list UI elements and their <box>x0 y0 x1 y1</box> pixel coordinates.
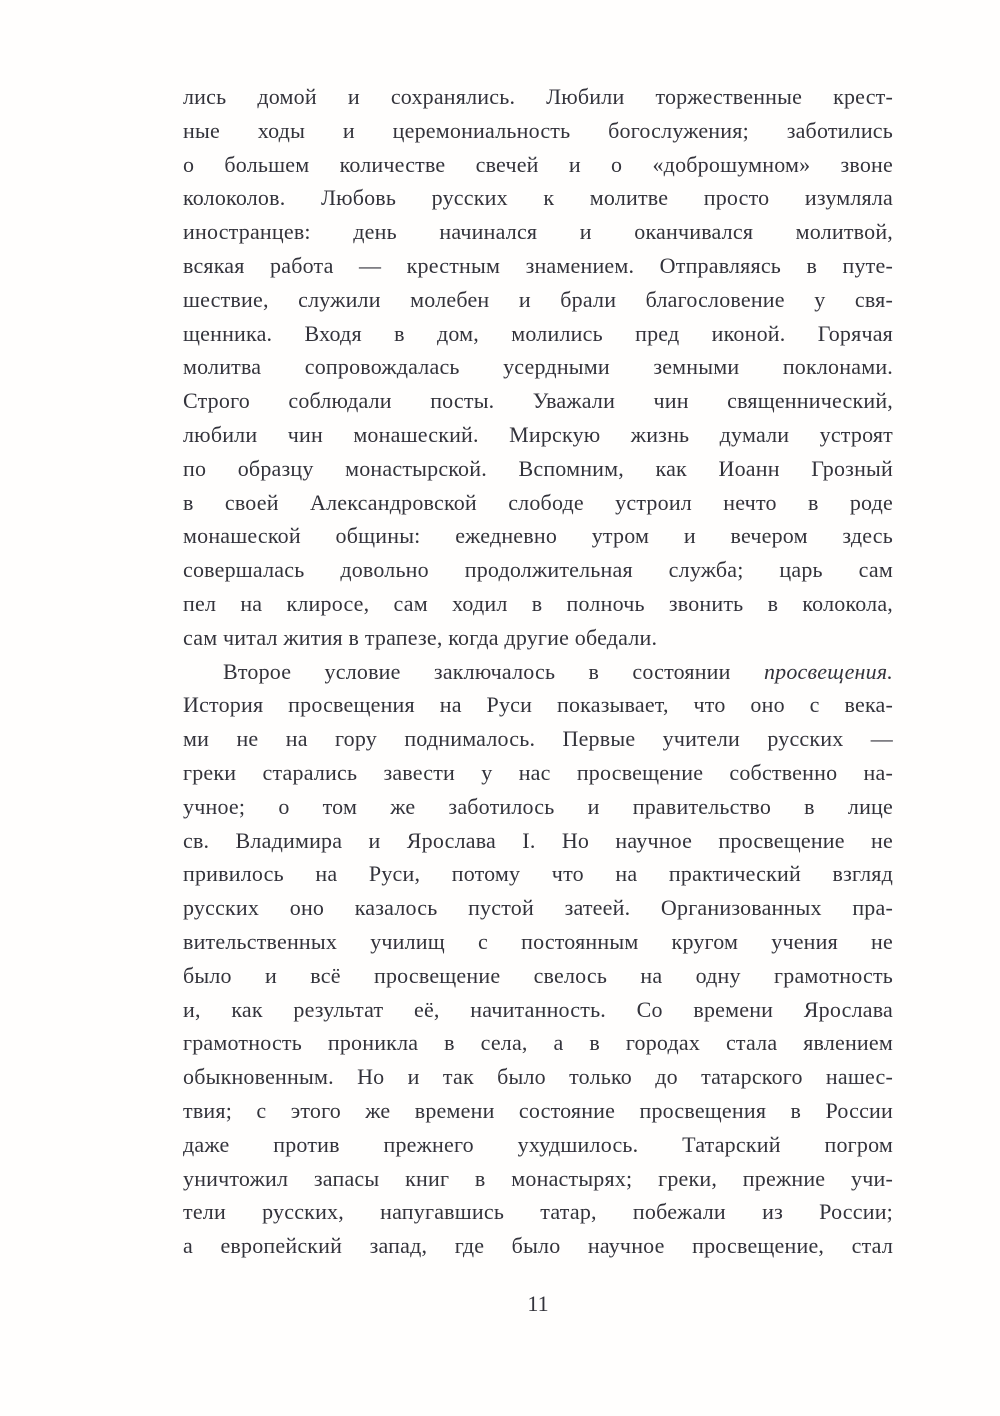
text-line <box>183 655 893 689</box>
text-line: грамотность проникла в села, а в городах стала явлением <box>183 1030 893 1056</box>
text-line: совершалась довольно продолжительная служба; царь сам <box>183 557 893 583</box>
text-line: монашеской общины: ежедневно утром и вечером здесь <box>183 523 893 549</box>
text-line: уничтожил запасы книг в монастырях; греки, прежние учи- <box>183 1165 893 1191</box>
text-line: колоколов. Любовь русских к молитве просто изумляла <box>183 185 893 211</box>
text-line: русских оно казалось пустой затеей. Организованных пра- <box>183 895 893 921</box>
text-line: ми не на гору поднималось. Первые учители русских — <box>183 726 893 752</box>
text-line: тели русских, напугавшись татар, побежали из России; <box>183 1199 893 1225</box>
text-line: вительственных училищ с постоянным кругом учения не <box>183 928 893 954</box>
text-line: учное; о том же заботилось и правительство в лице <box>183 793 893 819</box>
text-line: всякая работа — крестным знамением. Отправляясь в путе- <box>183 252 893 278</box>
text-line: греки старались завести у нас просвещение собственно на- <box>183 759 893 785</box>
text-line: сам читал жития в трапезе, когда другие обедали. <box>183 624 658 650</box>
text-line: в своей Александровской слободе устроил нечто в роде <box>183 489 893 515</box>
text-line: св. Владимира и Ярослава I. Но научное просвещение не <box>183 827 893 853</box>
text-line: по образцу монастырской. Вспомним, как Иоанн Грозный <box>183 455 893 481</box>
text-line: иностранцев: день начинался и оканчивался молитвой, <box>183 219 893 245</box>
text-segment: Второе условие заключалось в состоянии <box>223 658 764 684</box>
text-line: молитва сопровождалась усердными земными поклонами. <box>183 354 893 380</box>
text-line: привилось на Руси, потому что на практический взгляд <box>183 861 893 887</box>
text-line: и, как результат её, начитанность. Со времени Ярослава <box>183 996 893 1022</box>
text-line: о большем количестве свечей и о «доброшумном» звоне <box>183 151 893 177</box>
text-line: любили чин монашеский. Мирскую жизнь думали устроят <box>183 421 893 447</box>
text-line: щенника. Входя в дом, молились пред иконой. Горячая <box>183 320 893 346</box>
text-line: а европейский запад, где было научное просвещение, стал <box>183 1233 893 1259</box>
text-line: лись домой и сохранялись. Любили торжественные крест- <box>183 84 893 109</box>
text-line: твия; с этого же времени состояние просвещения в России <box>183 1097 893 1123</box>
text-line: обыкновенным. Но и так было только до татарского нашес- <box>183 1064 893 1090</box>
text-line: История просвещения на Руси показывает, что оно с века- <box>183 692 893 718</box>
text-line: даже против прежнего ухудшилось. Татарский погром <box>183 1131 893 1157</box>
text-line: ные ходы и церемониальность богослужения; заботились <box>183 117 893 143</box>
text-line: было и всё просвещение свелось на одну грамотность <box>183 962 893 988</box>
italic-text-segment: просвещения. <box>763 658 893 684</box>
text-line: Строго соблюдали посты. Уважали чин священнический, <box>183 388 893 414</box>
page-text <box>183 80 893 1263</box>
page-number: 11 <box>527 1291 549 1316</box>
text-line: пел на клиросе, сам ходил в полночь звонить в колокола, <box>183 590 893 616</box>
text-line: шествие, служили молебен и брали благословение у свя- <box>183 286 893 312</box>
